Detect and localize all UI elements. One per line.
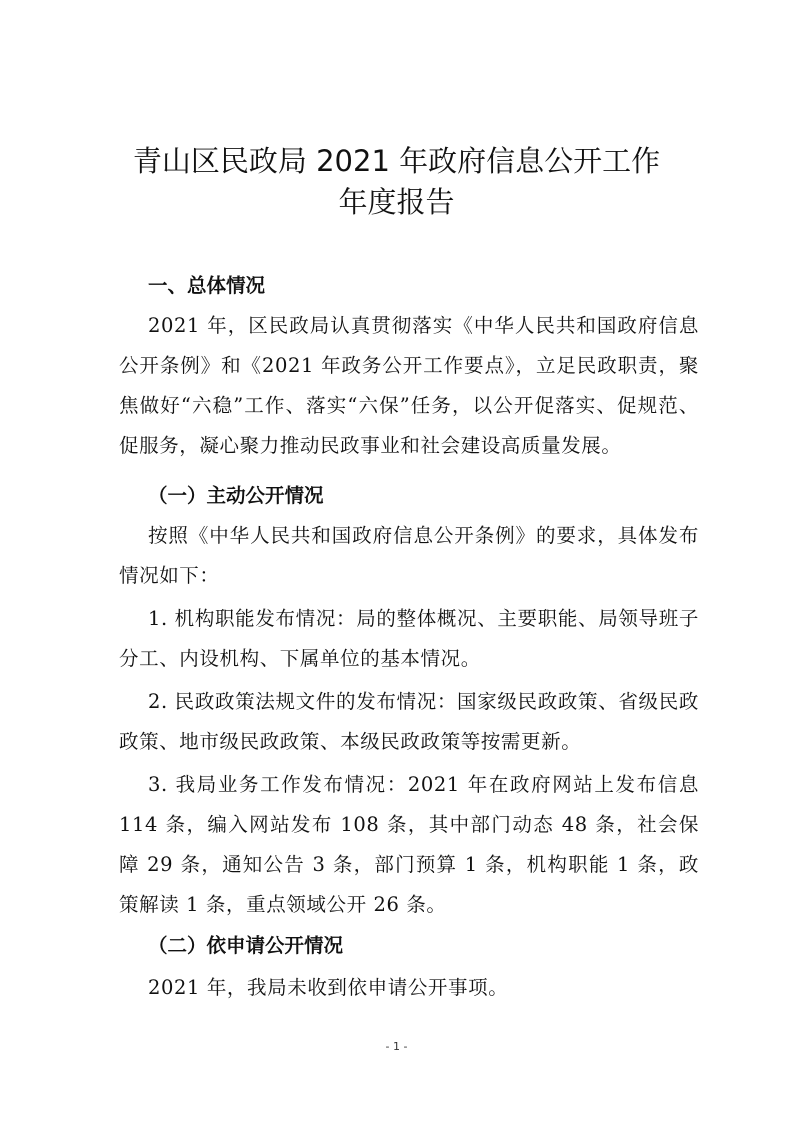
list-item-institution-functions: 1. 机构职能发布情况：局的整体概况、主要职能、局领导班子分工、内设机构、下属单位的基本情况。 [119, 607, 699, 670]
list-item-policy-documents: 2. 民政政策法规文件的发布情况：国家级民政政策、省级民政政策、地市级民政政策、本级民政政策等按需更新。 [119, 690, 699, 753]
document-title-line2: 年度报告 [338, 185, 455, 219]
section-heading-overview: 一、总体情况 [148, 274, 266, 297]
paragraph-request-disclosure: 2021 年，我局未收到依申请公开事项。 [148, 976, 509, 999]
list-item-business-work: 3. 我局业务工作发布情况：2021 年在政府网站上发布信息 114 条，编入网站发布 108 条，其中部门动态 48 条，社会保障 29 条，通知公告 3 条，部门预算 1 条，机构职能 1 条，政策解读 1 条，重点领域公开 26 条。 [119, 773, 699, 916]
document-title-line1: 青山区民政局 2021 年政府信息公开工作 [132, 144, 661, 178]
paragraph-overview: 2021 年，区民政局认真贯彻落实《中华人民共和国政府信息公开条例》和《2021 年政务公开工作要点》，立足民政职责，聚焦做好“六稳”工作、落实“六保”任务，以公开促落实、促规范、促服务，凝心聚力推动民政事业和社会建设高质量发展。 [119, 314, 699, 457]
page-number: - 1 - [385, 1040, 408, 1053]
section-heading-active-disclosure: （一）主动公开情况 [148, 484, 324, 507]
section-heading-request-disclosure: （二）依申请公开情况 [148, 934, 344, 957]
paragraph-active-intro: 按照《中华人民共和国政府信息公开条例》的要求，具体发布情况如下： [119, 524, 699, 587]
